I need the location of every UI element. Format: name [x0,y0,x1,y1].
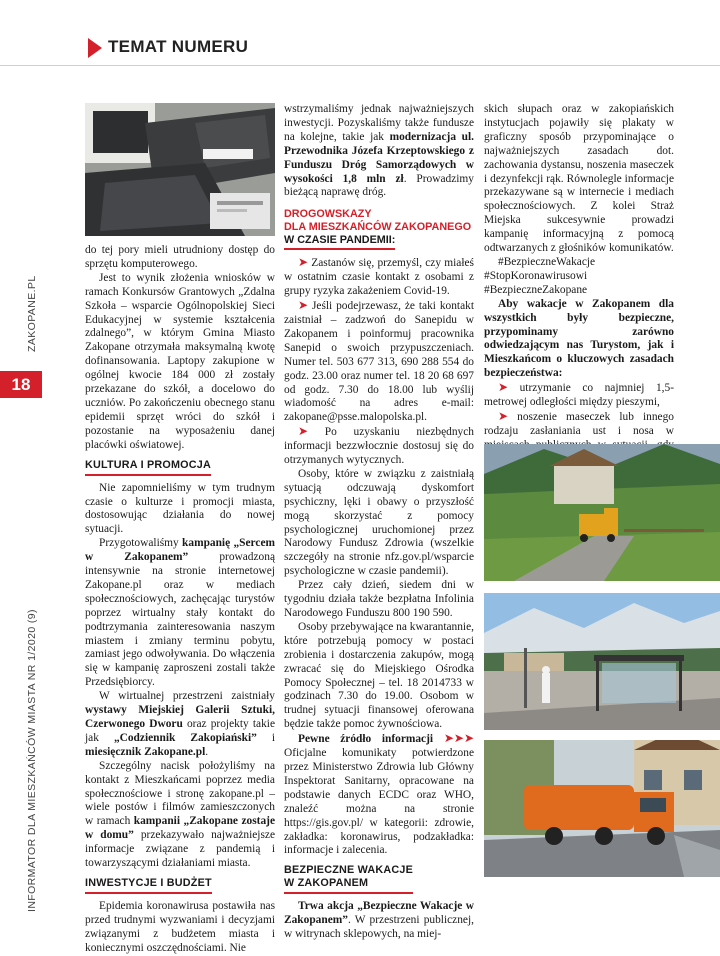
section-heading-inwestycje: INWESTYCJE I BUDŻET [85,877,212,894]
bold-text: kampanię „Sercem w Zakopanem” [85,537,275,564]
paragraph: do tej pory mieli utrudniony dostęp do sprzętu komputerowego. [85,244,275,270]
paragraph: W wirtualnej przestrzeni zaistniały wystawy Miejskiej Galerii Sztuki, Czerwonego Dworu oraz projekty takie jak „Codziennik Zakopiański” i miesięcznik Zakopane.pl. [85,690,276,758]
hashtags: #BezpieczneWakacje #StopKoronawirusowi #BezpieczneZakopane [484,255,596,296]
bold-text: wystawy Miejskiej Galerii Sztuki, Czerwonego Dworu [85,704,275,730]
photo-bus-stop [484,593,720,730]
section-heading-kultura: KULTURA I PROMOCJA [85,459,211,476]
paragraph [484,298,674,381]
bold-text: Trwa akcja „Bezpieczne Wakacje w Zakopanem” [284,900,474,927]
arrow-bullet-icon: ➤ [498,380,509,395]
paragraph: Epidemia koronawirusa postawiła nas przed trudnymi wyzwaniami i decyzjami związanymi z budżetem miasta i koniecznymi oszczędnościami. Nie [85,899,275,954]
arrow-bullet-icon: ➤ [298,255,309,270]
photo-laptops [85,103,275,236]
column-1 [85,244,275,956]
page-number: 18 [11,375,31,394]
page-header [0,0,720,70]
arrow-bullet-icon: ➤ [298,424,309,439]
paragraph: ➤ Jeśli podejrzewasz, że taki kontakt zaistniał – zadzwoń do Sanepidu w Zakopanem i poinformuj pracownika Sanepid o swoich przypuszczeniach. Numer tel. 503 677 313, 690 288 554 do godz. 23.00 oraz numer tel. 18 20 68 697 od godz. 7.30 do 18.00 lub wyślij wiadomość na adres e-mail: zakopane@psse.malopolska.pl. [284,298,474,424]
paragraph: Trwa akcja „Bezpieczne Wakacje w Zakopanem”. W przestrzeni publicznej, w witrynach sklepowych, na miej- [284,900,474,941]
paragraph: ➤ utrzymanie co najmniej 1,5-metrowej odległości między pieszymi, [484,380,674,409]
site-name-vertical: ZAKOPANE.PL [26,275,38,352]
paragraph: Jest to wynik złożenia wniosków w ramach Konkursów Grantowych „Zdalna Szkoła – wsparcie Ogólnopolskiej Sieci Edukacyjnej w systemie kształcenia zdalnego”, w którym Gmina Miasto Zakopane otrzymała maksymalną kwotę dofinansowania. Laptopy zakupione w ogólnej kwocie 184 000 zł zostały przekazane do szkół, a docelowo do uczniów. Po zakończeniu obecnego stanu epidemii sprzęt wróci do szkół i pozostanie na wyposażeniu danej placówki oświatowej. [85,271,275,451]
bold-text: „Codziennik Zakopiański” [113,731,257,744]
arrow-bullet-icon: ➤ [498,408,509,423]
arrow-right-icon [88,38,102,58]
section-title: TEMAT NUMERU [108,37,249,56]
bold-text: modernizacja ul. Przewodnika Józefa Krzeptowskiego z Funduszu Dróg Samorządowych w wysokości 1,8 mln zł [284,130,474,185]
paragraph: Nie zapomnieliśmy w tym trudnym czasie o kulturze i promocji miasta, dostosowując działania do nowej sytuacji. [85,481,275,536]
bold-text: miesięcznik Zakopane.pl [85,745,206,758]
bold-text: kampanii „Zakopane zostaje w domu” [85,815,275,842]
paragraph: Osoby, które w związku z zaistniałą sytuacją odczuwają dyskomfort psychiczny, lęki i obawy o przyszłość mogą skorzystać z pomocy psychologicznej uruchomionej przez Narodowy Fundusz Zdrowia (wszelkie szczegóły na stronie nfz.gov.pl/wsparcie psychologiczne w czasie pandemii). [284,467,474,578]
paragraph: ➤ Zastanów się, przemyśl, czy miałeś w ostatnim czasie kontakt z osobami z grupy ryzyka zakażeniem Covid-19. [284,255,474,298]
column-3 [484,103,674,494]
paragraph: Przez cały dzień, siedem dni w tygodniu działa także bezpłatna Infolinia Narodowego Funduszu 800 190 590. [284,579,474,619]
paragraph: Szczególny nacisk położyliśmy na kontakt z Mieszkańcami poprzez media społecznościowe i stronę zakopane.pl – wiele postów i filmów zamieszczonych w ramach kampanii „Zakopane zostaje w domu” przekazywało najważniejsze informacje związane z pandemią i towarzyszącymi działaniami miasta. [85,759,275,870]
paragraph: ➤ Po uzyskaniu niezbędnych informacji bezzwłocznie dostosuj się do otrzymanych wytycznych. [284,424,474,467]
section-heading-drogowskazy: DROGOWSKAZY DLA MIESZKAŃCÓW ZAKOPANEGO W CZASIE PANDEMII: [284,208,474,250]
column-2 [284,103,474,942]
bold-text: Aby wakacje w Zakopanem dla wszystkich były bezpieczne, przypominamy zarówno odwiedzającym nas Turystom, jak i Mieszkańcom o kluczowych zasadach bezpieczeństwa: [484,297,674,380]
publication-info-vertical: INFORMATOR DLA MIESZKAŃCÓW MIASTA NR 1/2020 (9) [26,609,38,912]
header-divider [0,65,720,66]
paragraph: wstrzymaliśmy jednak najważniejszych inwestycji. Pozyskaliśmy także fundusze na kolejne, takie jak modernizacja ul. Przewodnika Józefa Krzeptowskiego z Funduszu Dróg Samorządowych w wysokości 1,8 mln zł. Prowadzimy bieżącą naprawę dróg. [284,103,474,199]
bold-text: Pewne źródło informacji [298,733,434,746]
paragraph: Osoby przebywające na kwarantannie, które potrzebują pomocy w postaci zrobienia i dostarczenia zakupów, mogą zwracać się do Miejskiego Ośrodka Pomocy Społecznej – tel. 18 2014733 w godzinach 7.30 do 19.00. Osobom w trudnej sytuacji finansowej oferowana będzie także pomoc żywnościowa. [284,620,474,731]
section-heading-bezpieczne: BEZPIECZNE WAKACJE W ZAKOPANEM [284,864,413,894]
triple-arrow-icon: ➤➤➤ [433,731,474,746]
photo-street-cleaning-truck [484,740,720,877]
paragraph: Przygotowaliśmy kampanię „Sercem w Zakopanem” prowadzoną intensywnie na stronie internetowej Zakopane.pl oraz w mediach społecznościowych, zachęcając turystów poprzez wirtualny stały kontakt do podtrzymania zainteresowania naszym miastem i zmiany terminu pobytu, zamiast jego odwoływania. Do włączenia się w kampanię zaproszeni zostali także Przedsiębiorcy. [85,537,275,689]
paragraph: skich słupach oraz w zakopiańskich instytucjach pojawiły się plakaty w graficzny sposób przypominające o najważniejszych zasadach dot. zachowania dystansu, noszenia maseczek i dezynfekcji rąk. Równolegle informacje przekazywane są w internecie i mediach społecznościowych. Z kolei Straż Miejska sukcesywnie prowadzi kampanię informacyjną z pomocą odtwarzanych z głośników komunikatów. [484,103,674,255]
photo-disinfection-park [484,444,720,581]
arrow-bullet-icon: ➤ [298,298,309,313]
paragraph: ➤ noszenie maseczek lub innego rodzaju zasłaniania ust i nosa w [484,408,674,437]
paragraph: Pewne źródło informacji ➤➤➤ Oficjalne komunikaty potwierdzone przez Ministerstwo Zdrowia lub Główny Inspektorat Sanitarny, opracowane na podstawie danych ECDC oraz WHO, znaleźć można na stronie https://gis.gov.pl/ w kategorii: zdrowie, zakładka: koronawirus, podzakładka: informacje i zalecenia. [284,731,474,857]
